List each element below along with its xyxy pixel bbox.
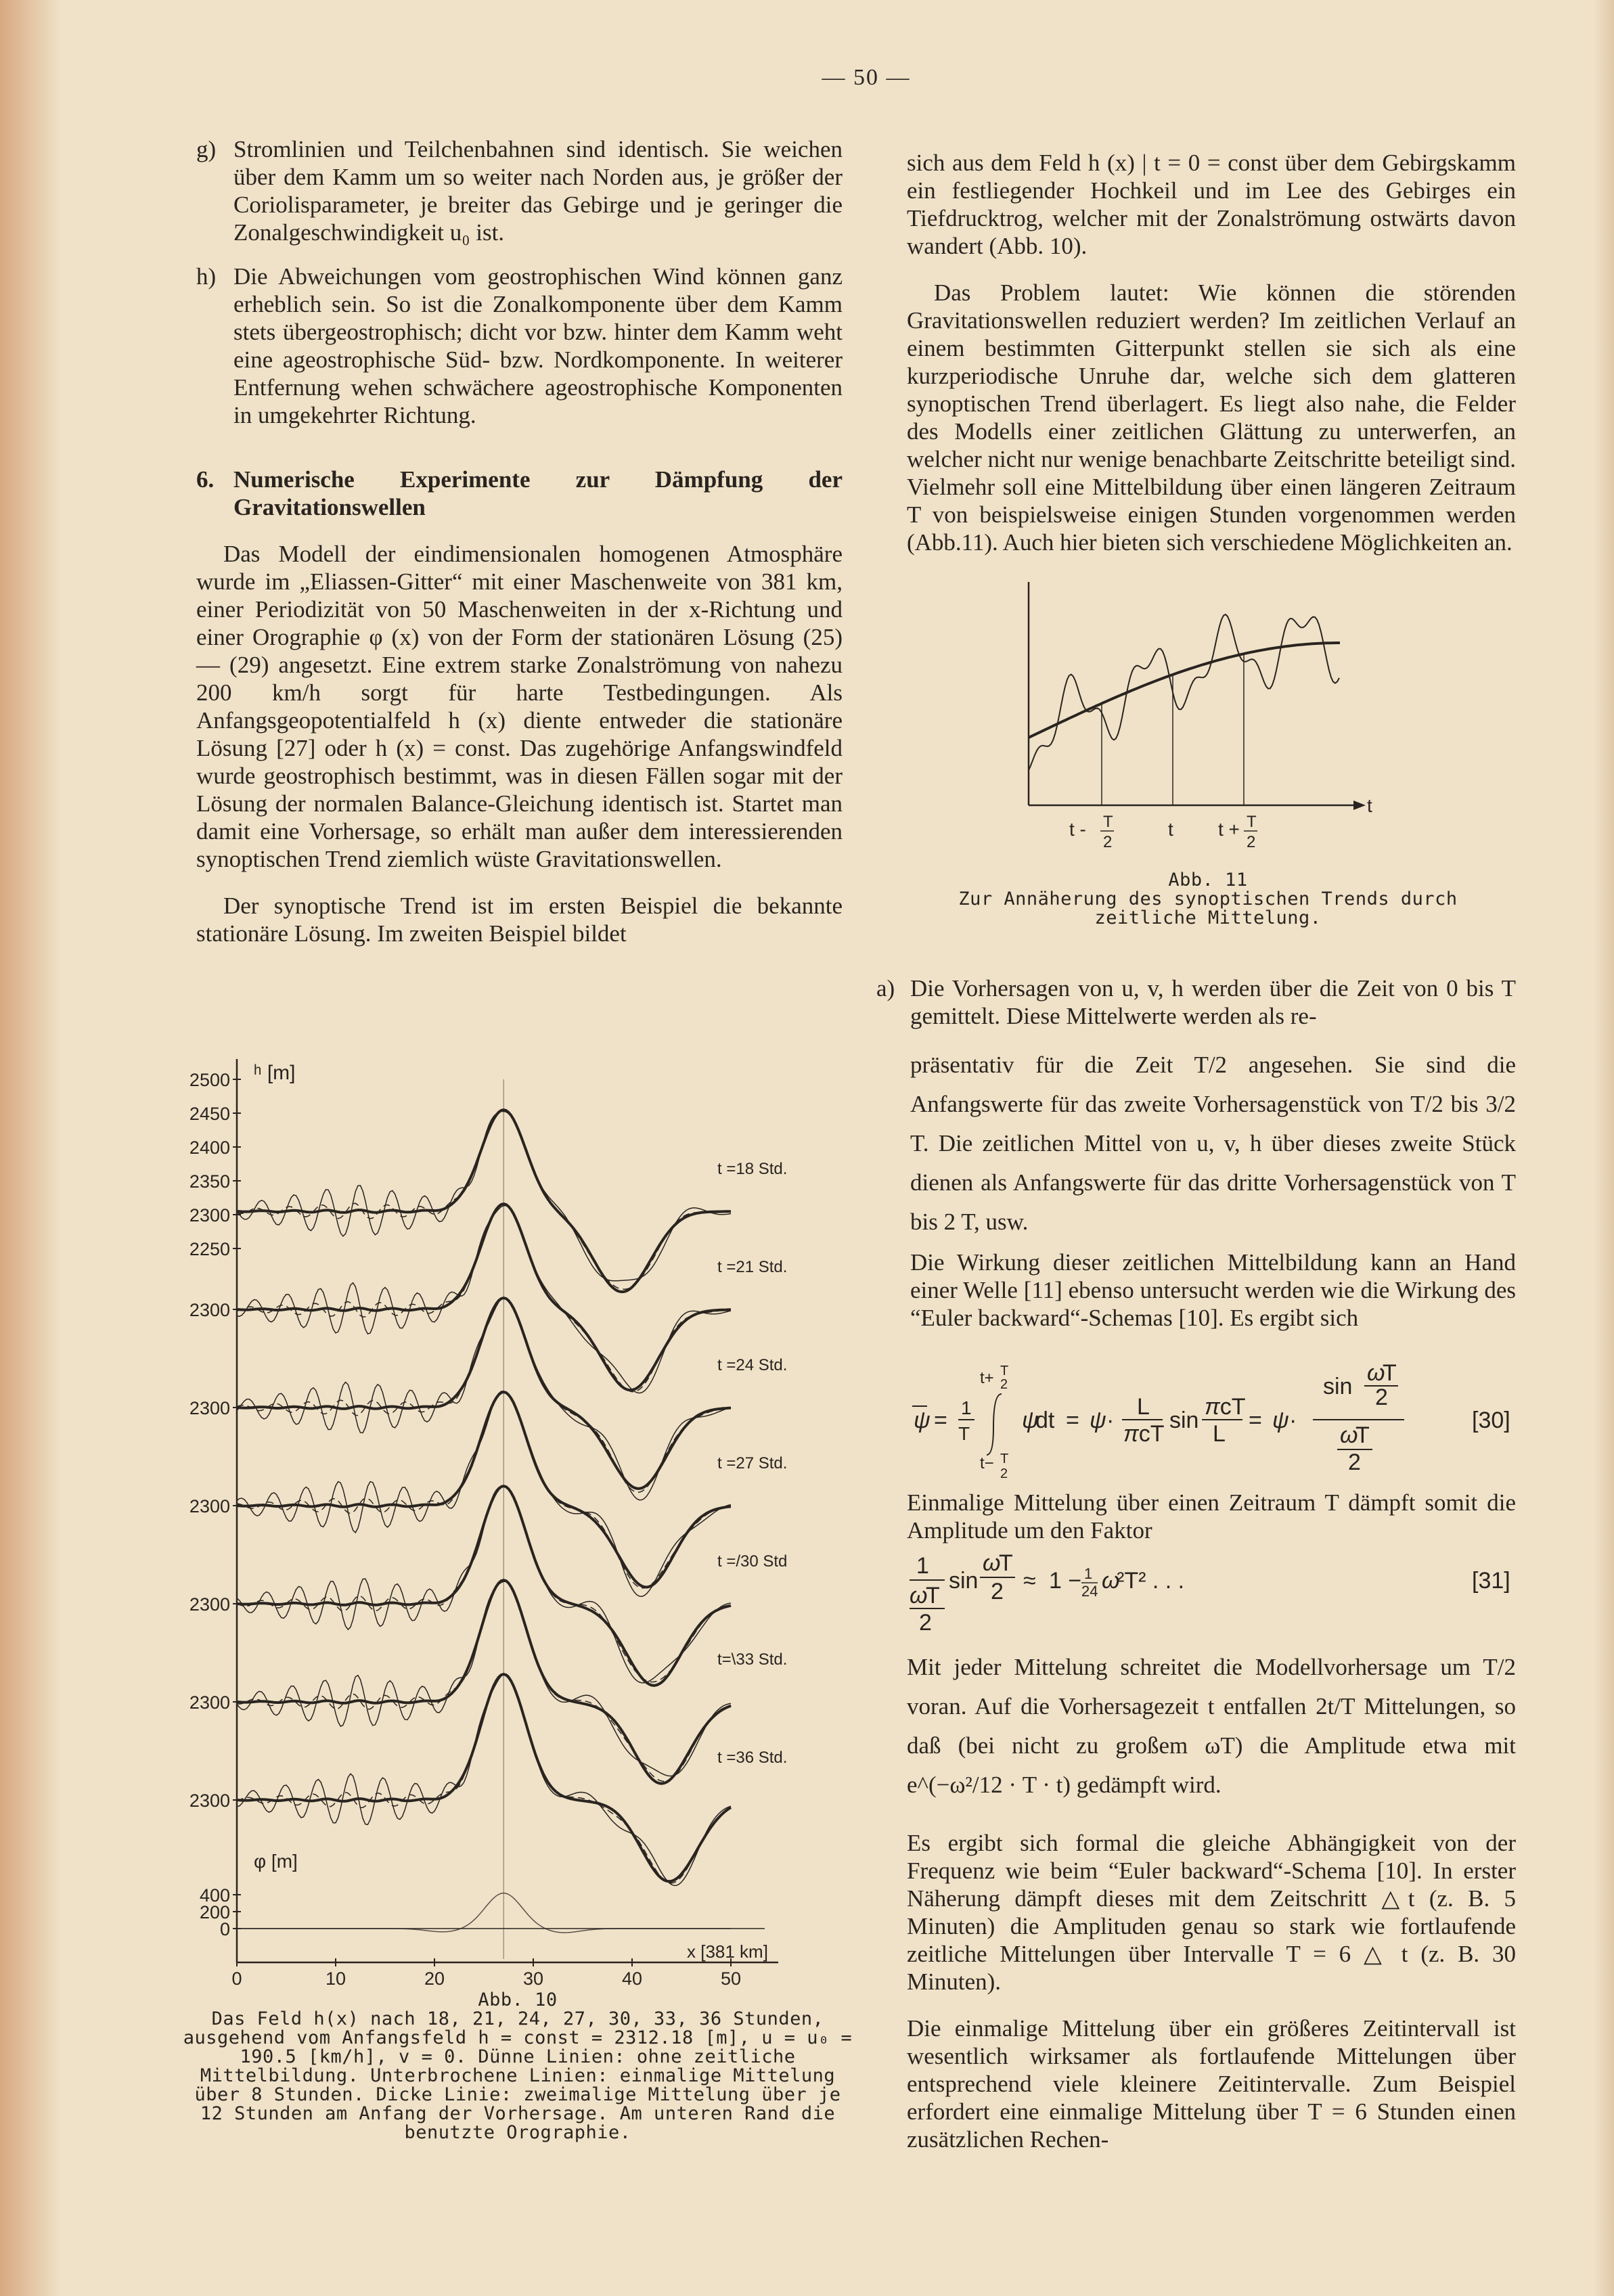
svg-text:t−: t− — [980, 1454, 994, 1472]
y-axis-label-h: ʰ [m] — [254, 1062, 296, 1084]
equation-31 — [907, 1546, 1516, 1634]
svg-text:t+: t+ — [980, 1369, 994, 1387]
thin-line-no-averaging — [237, 1111, 731, 1280]
x-tick-label: 10 — [325, 1968, 346, 1986]
list-item-a: a) Die Vorhersagen von u, v, h werden über die Zeit von 0 bis T gemittelt. Diese Mittelwerte werden als re- — [876, 975, 1516, 1029]
thin-line-no-averaging — [237, 1581, 731, 1776]
svg-text:L: L — [1137, 1394, 1150, 1420]
thick-line-double-average — [237, 1298, 731, 1489]
x-label-t-plus: t + — [1218, 819, 1240, 840]
svg-text:²T² . . .: ²T² . . . — [1117, 1568, 1185, 1594]
thick-line-double-average — [237, 1674, 731, 1881]
x-tick-label: 30 — [522, 1968, 544, 1986]
svg-text:2: 2 — [919, 1610, 932, 1634]
paragraph: Das Problem lautet: Wie können die störenden Gravitationswellen reduziert werden? Im zeitlichen Verlauf an einem bestimmten Gitterpunkt stellen sie sich als eine kurzperiodische Unruhe dar, welche sich dem glatteren synoptischen Trend überlagert. Es liegt also nahe, die Felder des Modells einer zeitlichen Glättung zu unterwerfen, an welcher nicht nur wenige benachbarte Zeitschritte beteiligt sind. Vielmehr soll eine Mittelbildung über einen längeren Zeitraum T von beispielsweise einigen Stunden vorgenommen werden (Abb.11). Auch hier bieten sich verschiedene Möglichkeiten an. — [907, 279, 1516, 556]
y-tick-label: 2300 — [189, 1496, 230, 1516]
figure-11-caption — [903, 871, 1512, 928]
x-axis-label-t: t — [1367, 795, 1372, 816]
svg-text:1: 1 — [1084, 1565, 1093, 1582]
dashed-line-single-average — [237, 1110, 731, 1289]
y-tick-label: 2300 — [189, 1791, 230, 1811]
paragraph: präsentativ für die Zeit T/2 angesehen. Sie sind die Anfangswerte für das zweite Vorhersagenstück von T/2 bis 3/2 T. Die zeitlichen Mittel von u, v, h über dieses zweite Stück dienen als Anfangswerte für das dritte Vorhersagenstück von T bis 2 T, usw. — [910, 1052, 1516, 1235]
svg-text:=: = — [1249, 1408, 1262, 1433]
thick-line-double-average — [237, 1580, 731, 1784]
svg-text:2: 2 — [1348, 1449, 1361, 1475]
orography-curve — [237, 1893, 731, 1933]
figure-10-caption-text: Das Feld h(x) nach 18, 21, 24, 27, 30, 33, 36 Stunden, ausgehend vom Anfangsfeld h = const = 2312.18 [m], u = u₀ = 190.5 [km/h], v = 0. Dünne Linien: ohne zeitliche Mittelbildung. Unterbrochene Linien: einmalige Mittelung über 8 Stunden. Dicke Linie: zweimalige Mittelung über je 12 Stunden am Anfang der Vorhersage. Am unteren Rand die benutzte Orographie. — [183, 2008, 853, 2143]
svg-text:·: · — [1106, 1408, 1115, 1433]
svg-text:sin: sin — [1169, 1408, 1199, 1433]
time-label: t =18 Std. — [717, 1160, 788, 1178]
svg-text:L: L — [1213, 1421, 1226, 1447]
thick-line-double-average — [237, 1392, 731, 1587]
svg-text:=: = — [1066, 1408, 1079, 1433]
svg-text:sin: sin — [949, 1568, 979, 1594]
equation-30-number: [30] — [1472, 1408, 1510, 1433]
right-column-a — [876, 974, 1516, 1030]
svg-text:ψ: ψ — [1090, 1408, 1106, 1433]
y-tick-label: 400 — [199, 1885, 230, 1906]
list-item-g: g) Stromlinien und Teilchenbahnen sind identisch. Sie weichen über dem Kamm um so weiter nach Norden aus, je größer der Coriolisparameter, je breiter das Gebirge und je geringer die Zonalgeschwindigkeit u₀ ist. — [196, 136, 843, 246]
svg-text:1: 1 — [961, 1397, 972, 1418]
figure-11-plot — [1029, 582, 1372, 851]
svg-text:ω: ω — [983, 1550, 1001, 1576]
svg-text:2: 2 — [1000, 1466, 1008, 1481]
noisy-forecast-curve — [1029, 614, 1339, 770]
figure-10-plot — [189, 1059, 787, 1986]
y-tick-label: 2300 — [189, 1205, 230, 1225]
thin-line-no-averaging — [237, 1487, 731, 1683]
thin-line-no-averaging — [237, 1674, 731, 1886]
thin-line-no-averaging — [237, 1206, 731, 1393]
svg-text:ψ: ψ — [1022, 1408, 1039, 1433]
svg-text:T: T — [958, 1423, 970, 1444]
y-tick-label: 2500 — [189, 1070, 230, 1090]
dashed-line-single-average — [237, 1298, 731, 1493]
paragraph: Das Modell der eindimensionalen homogenen Atmosphäre wurde im „Eliassen-Gitter“ mit einer Maschenweite von 381 km, einer Periodizität von 50 Maschenweiten in der x-Richtung und einer Orographie φ (x) von der Form der stationären Lösung (25) — (29) angesetzt. Eine extrem starke Zonalströmung von nahezu 200 km/h sorgt für harte Testbedingungen. Als Anfangsgeopotentialfeld h (x) diente entweder die stationäre Lösung [27] oder h (x) = const. Das zugehörige Anfangswindfeld wurde geostrophisch bestimmt, was in diesen Fällen sogar mit der Lösung der normalen Balance-Gleichung identisch ist. Startet man damit eine Vorhersage, so erhält man außer dem interessierenden synoptischen Trend ziemlich wüste Gravitationswellen. — [196, 541, 843, 872]
x-axis-label: x [381 km] — [687, 1941, 768, 1962]
x-label-T: T — [1247, 813, 1257, 831]
y-tick-label: 0 — [219, 1919, 230, 1939]
thick-line-double-average — [237, 1110, 731, 1292]
synoptic-trend-line — [1029, 643, 1340, 738]
section-heading: 6. Numerische Experimente zur Dämpfung der Gravitationswellen — [196, 466, 843, 520]
figure-11-caption-title: Abb. 11 — [1168, 870, 1248, 891]
svg-text:=: = — [934, 1408, 947, 1433]
x-label-2: 2 — [1103, 833, 1113, 851]
svg-text:·: · — [1289, 1408, 1297, 1433]
y-tick-label: 2300 — [189, 1692, 230, 1713]
svg-text:sin: sin — [1323, 1374, 1353, 1399]
time-label: t=\33 Std. — [717, 1650, 788, 1669]
svg-text:2: 2 — [1375, 1385, 1388, 1410]
page-edge-shadow — [0, 0, 61, 2296]
time-label: t =/30 Std — [717, 1552, 788, 1571]
x-tick-label: 0 — [231, 1968, 242, 1986]
time-label: t =21 Std. — [717, 1258, 788, 1276]
svg-text:T: T — [999, 1550, 1013, 1576]
svg-text:ω: ω — [1340, 1422, 1358, 1448]
figure-10-caption-title: Abb. 10 — [478, 1989, 558, 2010]
svg-text:πcT: πcT — [1123, 1421, 1165, 1447]
thin-line-no-averaging — [237, 1298, 731, 1500]
svg-text:T: T — [1355, 1422, 1370, 1448]
paragraph: Der synoptische Trend ist im ersten Beispiel die bekannte stationäre Lösung. Im zweiten Beispiel bildet — [196, 893, 843, 947]
svg-text:πcT: πcT — [1205, 1394, 1246, 1420]
paragraph: Es ergibt sich formal die gleiche Abhängigkeit von der Frequenz wie beim “Euler backward“-Schema [10]. In erster Näherung dämpft dieses mit dem Zeitschritt △t (z. B. 5 Minuten) die Amplituden genau so stark wie fortlaufende zeitliche Mittelungen über Intervalle T = 6 △ t (z. B. 30 Minuten). — [907, 1830, 1516, 1995]
svg-text:24: 24 — [1081, 1583, 1098, 1600]
y-tick-label: 2300 — [189, 1300, 230, 1320]
x-label-t-minus: t - — [1069, 819, 1086, 840]
x-label-t: t — [1168, 819, 1173, 840]
y-tick-label: 2400 — [189, 1138, 230, 1158]
x-tick-label: 20 — [424, 1968, 445, 1986]
svg-text:ω: ω — [1367, 1360, 1385, 1386]
svg-text:ψ: ψ — [914, 1408, 931, 1433]
svg-text:1: 1 — [916, 1553, 929, 1579]
svg-text:2: 2 — [1000, 1377, 1008, 1392]
left-column — [196, 135, 843, 966]
figure-10 — [183, 1045, 853, 1986]
x-axis-arrow — [1353, 801, 1366, 810]
svg-text:ψ: ψ — [1272, 1408, 1289, 1433]
equation-30-graphic — [907, 1353, 1516, 1489]
svg-text:dt: dt — [1035, 1408, 1055, 1433]
y-tick-label: 2350 — [189, 1171, 230, 1192]
x-label-T: T — [1103, 813, 1113, 831]
svg-text:2: 2 — [991, 1579, 1004, 1604]
thin-line-no-averaging — [237, 1391, 731, 1596]
equation-31-number: [31] — [1472, 1568, 1510, 1594]
figure-11-caption-text: Zur Annäherung des synoptischen Trends durch zeitliche Mittelung. — [958, 888, 1458, 928]
dashed-line-single-average — [237, 1580, 731, 1781]
y-tick-label: 2250 — [189, 1239, 230, 1259]
figure-10-caption — [183, 1991, 853, 2142]
paragraph: Die Wirkung dieser zeitlichen Mittelbildung kann an Hand einer Welle [11] ebenso untersucht werden wie die Wirkung des “Euler backward“-Schemas [10]. Es ergibt sich — [910, 1249, 1516, 1331]
svg-text:T: T — [1000, 1451, 1009, 1466]
time-label: t =27 Std. — [717, 1454, 788, 1472]
time-label: t =36 Std. — [717, 1749, 788, 1767]
x-tick-label: 50 — [720, 1968, 742, 1986]
equation-30 — [907, 1353, 1516, 1489]
time-label: t =24 Std. — [717, 1356, 788, 1374]
paragraph: Einmalige Mittelung über einen Zeitraum T dämpft somit die Amplitude um den Faktor — [907, 1489, 1516, 1544]
dashed-line-single-average — [237, 1392, 731, 1588]
svg-text:T: T — [926, 1583, 940, 1608]
y-tick-label: 2300 — [189, 1594, 230, 1615]
svg-text:1 −: 1 − — [1049, 1568, 1082, 1594]
figure-11 — [1015, 575, 1394, 866]
list-item-h: h) Die Abweichungen vom geostrophischen Wind können ganz erheblich sein. So ist die Zonalkomponente über dem Kamm stets übergeostrophisch; dicht vor bzw. hinter dem Kamm weht eine ageostrophische Süd- bzw. Nordkomponente. In weiterer Entfernung wehen schwächere ageostrophische Komponenten in umgekehrter Richtung. — [196, 263, 843, 428]
y-tick-label: 2300 — [189, 1398, 230, 1418]
right-column-bottom — [907, 1648, 1516, 2172]
dashed-line-single-average — [237, 1673, 731, 1883]
paragraph: Mit jeder Mittelung schreitet die Modellvorhersage um T/2 voran. Auf die Vorhersagezeit t entfallen 2t/T Mittelungen, so daß (bei nicht zu großem ωT) die Amplitude etwa mit e^(−ω²/12 · T · t) gedämpft wird. — [907, 1654, 1516, 1798]
svg-text:ω: ω — [910, 1583, 928, 1608]
page-edge-shadow-right — [1594, 0, 1614, 2296]
y-tick-label: 2450 — [189, 1104, 230, 1124]
svg-text:ω: ω — [1102, 1568, 1120, 1594]
x-label-2: 2 — [1247, 833, 1256, 851]
right-column-top — [907, 149, 1516, 575]
svg-text:≈: ≈ — [1023, 1568, 1036, 1594]
svg-text:T: T — [1000, 1364, 1009, 1378]
thick-line-double-average — [237, 1486, 731, 1686]
paragraph: Die einmalige Mittelung über ein größeres Zeitintervall ist wesentlich wirksamer als fortlaufende Mittelungen über entsprechend viele kleinere Zeitintervalle. Zum Beispiel erfordert eine einmalige Mittelung über T = 6 Stunden einen zusätzlichen Rechen- — [907, 2015, 1516, 2153]
right-column-middle — [910, 1045, 1516, 1351]
equation-31-graphic — [907, 1546, 1516, 1634]
x-tick-label: 40 — [621, 1968, 643, 1986]
y-tick-label: 200 — [199, 1902, 230, 1922]
y-axis-label-phi: φ [m] — [254, 1851, 298, 1872]
svg-text:T: T — [1383, 1360, 1397, 1386]
paragraph: sich aus dem Feld h (x) | t = 0 = const über dem Gebirgskamm ein festliegender Hochkeil und im Lee des Gebirges ein Tiefdrucktrog, welcher mit der Zonalströmung ostwärts davon wandert (Abb. 10). — [907, 150, 1516, 259]
page-number: — 50 — — [822, 65, 911, 90]
dashed-line-single-average — [237, 1487, 731, 1682]
